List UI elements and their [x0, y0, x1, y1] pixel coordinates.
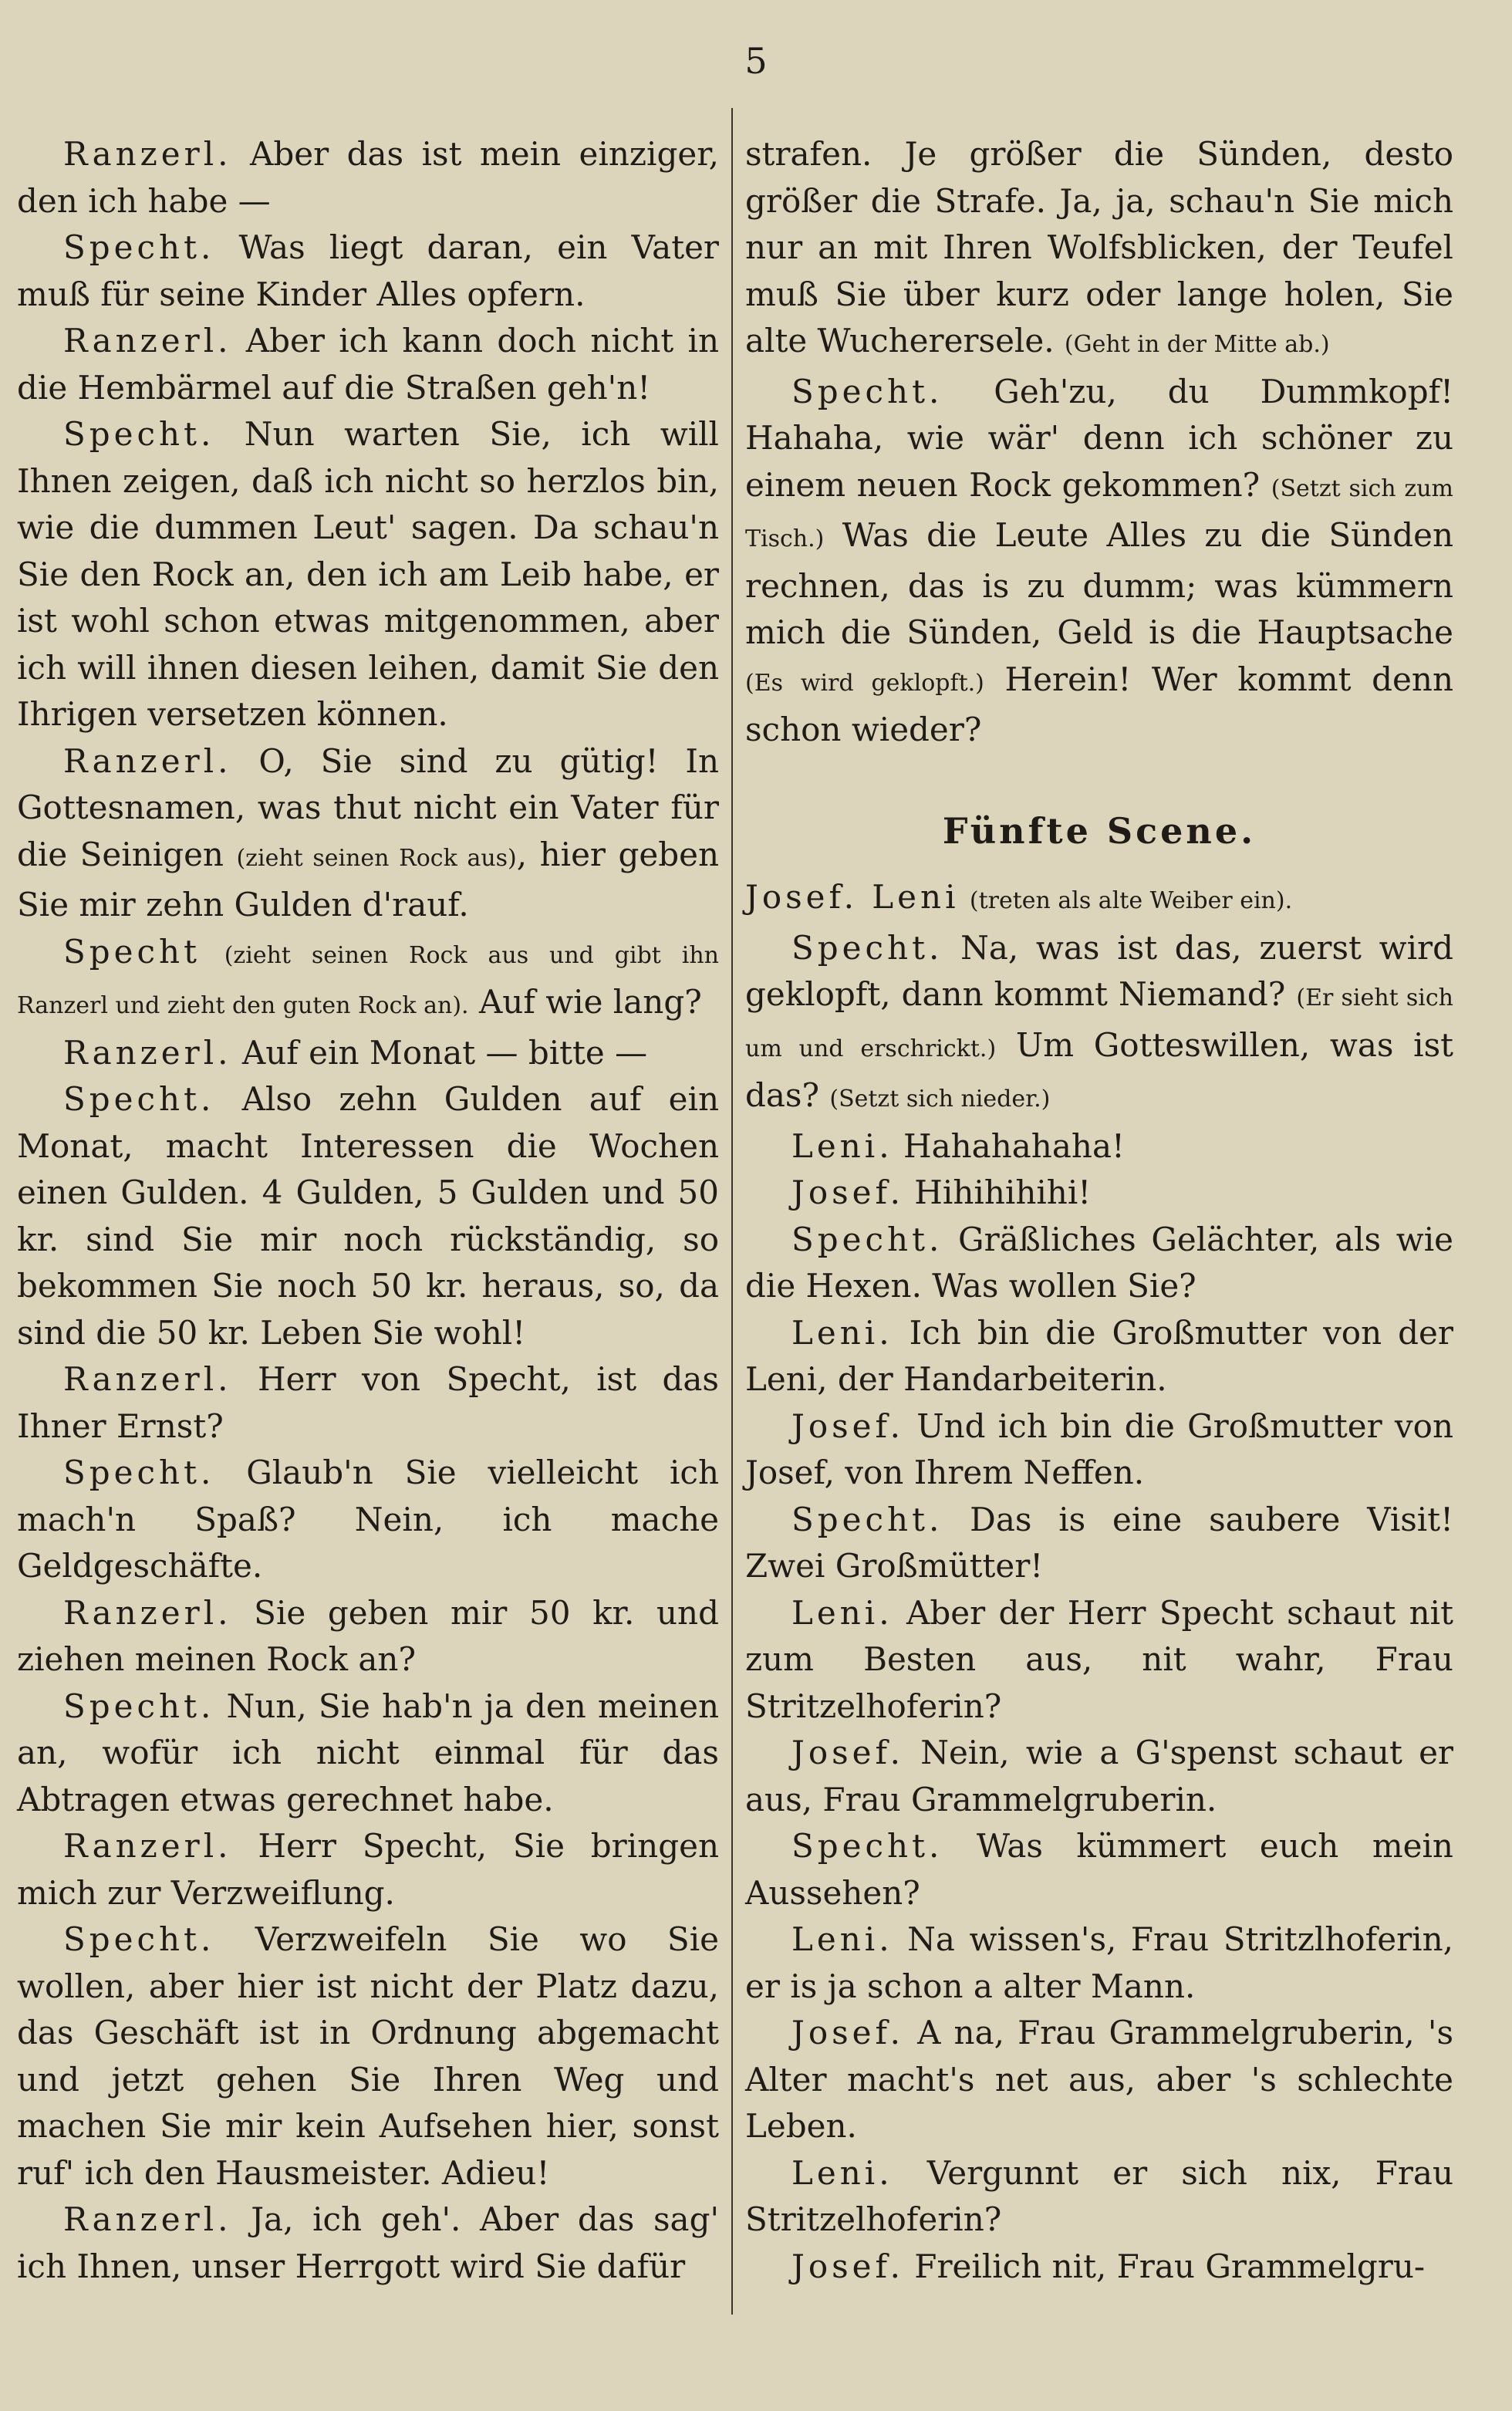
dialogue-text: Auf wie lang? — [468, 983, 702, 1021]
dialogue-text: Aber der Herr Specht schaut nit zum Besten aus, nit wahr, Frau Stritzelhoferin? — [745, 1593, 1453, 1725]
dialogue-line — [17, 1450, 719, 1590]
speaker-name: Specht — [63, 932, 201, 971]
stage-direction: (treten als alte Weiber ein). — [969, 887, 1293, 914]
dialogue-text: Vergunnt er sich nix, Frau Stritzelhoferin? — [745, 2153, 1453, 2238]
dialogue-text: Was liegt daran, ein Vater muß für seine Kinder Alles opfern. — [17, 228, 720, 313]
speaker-name: Ranzerl. — [63, 1593, 232, 1632]
dialogue-line — [17, 1916, 719, 2197]
speaker-name: Specht. — [63, 1920, 215, 1958]
dialogue-line — [745, 131, 1453, 369]
dialogue-line — [745, 2010, 1453, 2150]
speaker-name: Leni. — [791, 1126, 893, 1165]
speaker-name: Josef. — [791, 2247, 904, 2285]
dialogue-line — [17, 929, 719, 1030]
speaker-name: Josef. — [791, 1734, 904, 1771]
speaker-name: Specht. — [791, 1500, 943, 1538]
column-divider — [731, 108, 733, 2315]
dialogue-line — [17, 411, 719, 738]
dialogue-text: Verzweifeln Sie wo Sie wollen, aber hier ist nicht der Platz dazu, das Geschäft ist in Ordnung abgemacht und jetzt gehen Sie Ihren Weg und machen Sie mir kein Aufsehen hier, sonst ruf' ich den Hausmeister. Adieu! — [17, 1920, 719, 2192]
dialogue-line — [17, 1823, 719, 1916]
dialogue-text: Hihihihihi! — [914, 1173, 1092, 1211]
dialogue-text: Aber das ist mein einziger, den ich habe — — [17, 135, 720, 220]
stage-direction: (zieht seinen Rock aus und gibt ihn Ranzerl und zieht den guten Rock an). — [17, 941, 720, 1019]
speaker-name: Specht. — [63, 228, 215, 266]
dialogue-text: Herr von Specht, ist das Ihner Ernst? — [17, 1360, 719, 1445]
speaker-name: Ranzerl. — [63, 741, 232, 780]
dialogue-text: Sie geben mir 50 kr. und ziehen meinen Rock an? — [17, 1593, 719, 1678]
scene-title: Fünfte Scene. — [942, 809, 1257, 852]
speaker-name: Ranzerl. — [63, 1827, 232, 1865]
speaker-name: Leni. — [791, 2153, 893, 2192]
dialogue-text: Na wissen's, Frau Stritzlhoferin, er is ja schon a alter Mann. — [745, 1920, 1453, 2005]
speaker-name: Josef. — [791, 1406, 904, 1445]
dialogue-text: Freilich nit, Frau Grammelgru- — [914, 2247, 1426, 2285]
stage-direction: (Es wird geklopft.) — [745, 669, 984, 697]
dialogue-line — [17, 738, 719, 929]
dialogue-line — [17, 1683, 719, 1824]
dialogue-text: Aber ich kann doch nicht in die Hembärmel auf die Straßen geh'n! — [17, 322, 719, 407]
dialogue-text: Ich bin die Großmutter von der Leni, der Handarbeiterin. — [745, 1313, 1453, 1398]
speaker-name: Specht. — [791, 1827, 943, 1865]
stage-direction: (zieht seinen Rock aus) — [236, 844, 517, 872]
dialogue-line — [745, 2244, 1453, 2291]
dialogue-text: Ja, ich geh'. Aber das sag' ich Ihnen, unser Herrgott wird Sie dafür — [17, 2200, 719, 2285]
dialogue-line — [17, 1590, 719, 1683]
dialogue-line — [745, 1590, 1453, 1731]
dialogue-line — [17, 131, 719, 225]
dialogue-text: Geh'zu, du Dummkopf! Hahaha, wie wär' denn ich schöner zu einem neuen Rock gekommen? — [745, 372, 1453, 504]
dialogue-text: Gräßliches Gelächter, als wie die Hexen. Was wollen Sie? — [745, 1220, 1453, 1305]
dialogue-text: Hahahahaha! — [903, 1126, 1125, 1165]
dialogue-line — [745, 1170, 1453, 1217]
dialogue-line — [745, 925, 1453, 1123]
dialogue-line — [745, 1916, 1453, 2010]
dialogue-text: Nun, Sie hab'n ja den meinen an, wofür ich nicht einmal für das Abtragen etwas gerechnet habe. — [17, 1687, 719, 1818]
dialogue-text: Das is eine saubere Visit! Zwei Großmütter! — [745, 1500, 1453, 1585]
dialogue-line — [17, 318, 719, 411]
speaker-name: Specht. — [63, 1687, 215, 1725]
speaker-name: Ranzerl. — [63, 1033, 232, 1072]
speaker-name: Ranzerl. — [63, 2200, 232, 2238]
speaker-name: Specht. — [63, 1454, 215, 1491]
dialogue-text: Was die Leute Alles zu die Sünden rechnen, das is zu dumm; was kümmern mich die Sünden, Geld is die Hauptsache — [745, 516, 1453, 651]
left-column — [17, 131, 719, 2290]
speaker-name: Specht. — [63, 415, 215, 453]
dialogue-text: Um Gotteswillen, was ist das? — [745, 1025, 1454, 1114]
speaker-name: Specht. — [791, 1220, 943, 1258]
dialogue-text: Glaub'n Sie vielleicht ich mach'n Spaß? Nein, ich mache Geldgeschäfte. — [17, 1454, 719, 1585]
dialogue-text: Auf ein Monat — bitte — — [241, 1033, 648, 1072]
dialogue-line — [745, 1823, 1453, 1916]
dialogue-text: strafen. Je größer die Sünden, desto größer die Strafe. Ja, ja, schau'n Sie mich nur an mit Ihren Wolfsblicken, der Teufel muß Sie über kurz oder lange holen, Sie alte Wucherersele. — [745, 135, 1453, 360]
right-column — [745, 131, 1453, 2290]
speaker-name: Ranzerl. — [63, 322, 232, 360]
speaker-name: Josef. — [791, 1173, 904, 1211]
dialogue-line — [17, 2197, 719, 2290]
dialogue-text: O, Sie sind zu gütig! In Gottesnamen, was thut nicht ein Vater für die Seinigen — [17, 741, 719, 873]
dialogue-text: Und ich bin die Großmutter von Josef, von Ihrem Neffen. — [745, 1406, 1453, 1491]
dialogue-line — [745, 2150, 1453, 2244]
speaker-name: Ranzerl. — [63, 135, 232, 173]
dialogue-line — [17, 225, 719, 318]
dialogue-line — [745, 1403, 1453, 1497]
speaker-name: Leni. — [791, 1920, 893, 1958]
dialogue-text: Herr Specht, Sie bringen mich zur Verzweiflung. — [17, 1827, 719, 1912]
dialogue-line — [745, 1217, 1453, 1310]
dialogue-text: Nein, wie a G'spenst schaut er aus, Frau Grammelgruberin. — [745, 1734, 1453, 1818]
dialogue-text: , hier geben Sie mir zehn Gulden d'rauf. — [17, 835, 720, 924]
speaker-name: Josef. — [791, 2014, 904, 2051]
dialogue-line — [17, 1356, 719, 1450]
dialogue-text: Na, was ist das, zuerst wird geklopft, dann kommt Niemand? — [745, 928, 1453, 1013]
speaker-name: Specht. — [791, 928, 943, 967]
dialogue-line — [745, 1497, 1453, 1590]
dialogue-line — [745, 1310, 1453, 1403]
speaker-name: Specht. — [63, 1080, 215, 1118]
cast-names: Josef. Leni — [745, 878, 960, 916]
page-number: 5 — [744, 40, 768, 82]
dialogue-line — [745, 1730, 1453, 1823]
speaker-name: Specht. — [791, 372, 943, 410]
speaker-name: Leni. — [791, 1313, 893, 1352]
dialogue-text: Herein! Wer kommt denn schon wieder? — [745, 660, 1453, 748]
dialogue-line — [745, 1123, 1453, 1170]
stage-direction: (Geht in der Mitte ab.) — [1064, 331, 1330, 358]
dialogue-text: Nun warten Sie, ich will Ihnen zeigen, daß ich nicht so herzlos bin, wie die dummen Leut' sagen. Da schau'n Sie den Rock an, den ich am Leib habe, er ist wohl schon etwas mitgenommen, aber ich will ihnen diesen leihen, damit Sie den Ihrigen versetzen können. — [17, 415, 719, 733]
dialogue-text: Also zehn Gulden auf ein Monat, macht Interessen die Wochen einen Gulden. 4 Gulden, 5 Gulden und 50 kr. sind Sie mir noch rückständig, so bekommen Sie noch 50 kr. heraus, so, da sind die 50 kr. Leben Sie wohl! — [17, 1080, 720, 1352]
dialogue-line — [17, 1076, 719, 1356]
dialogue-line — [745, 369, 1453, 754]
cast-line — [745, 874, 1453, 925]
speaker-name: Ranzerl. — [63, 1360, 232, 1398]
stage-direction: (Setzt sich zum Tisch.) — [745, 474, 1453, 552]
dialogue-line — [17, 1030, 719, 1077]
speaker-name: Leni. — [791, 1593, 893, 1632]
stage-direction: (Er sieht sich um und erschrickt.) — [745, 984, 1453, 1062]
dialogue-text: Was kümmert euch mein Aussehen? — [745, 1827, 1453, 1912]
stage-direction: (Setzt sich nieder.) — [829, 1086, 1051, 1113]
dialogue-text: A na, Frau Grammelgruberin, 's Alter macht's net aus, aber 's schlechte Leben. — [745, 2014, 1453, 2145]
